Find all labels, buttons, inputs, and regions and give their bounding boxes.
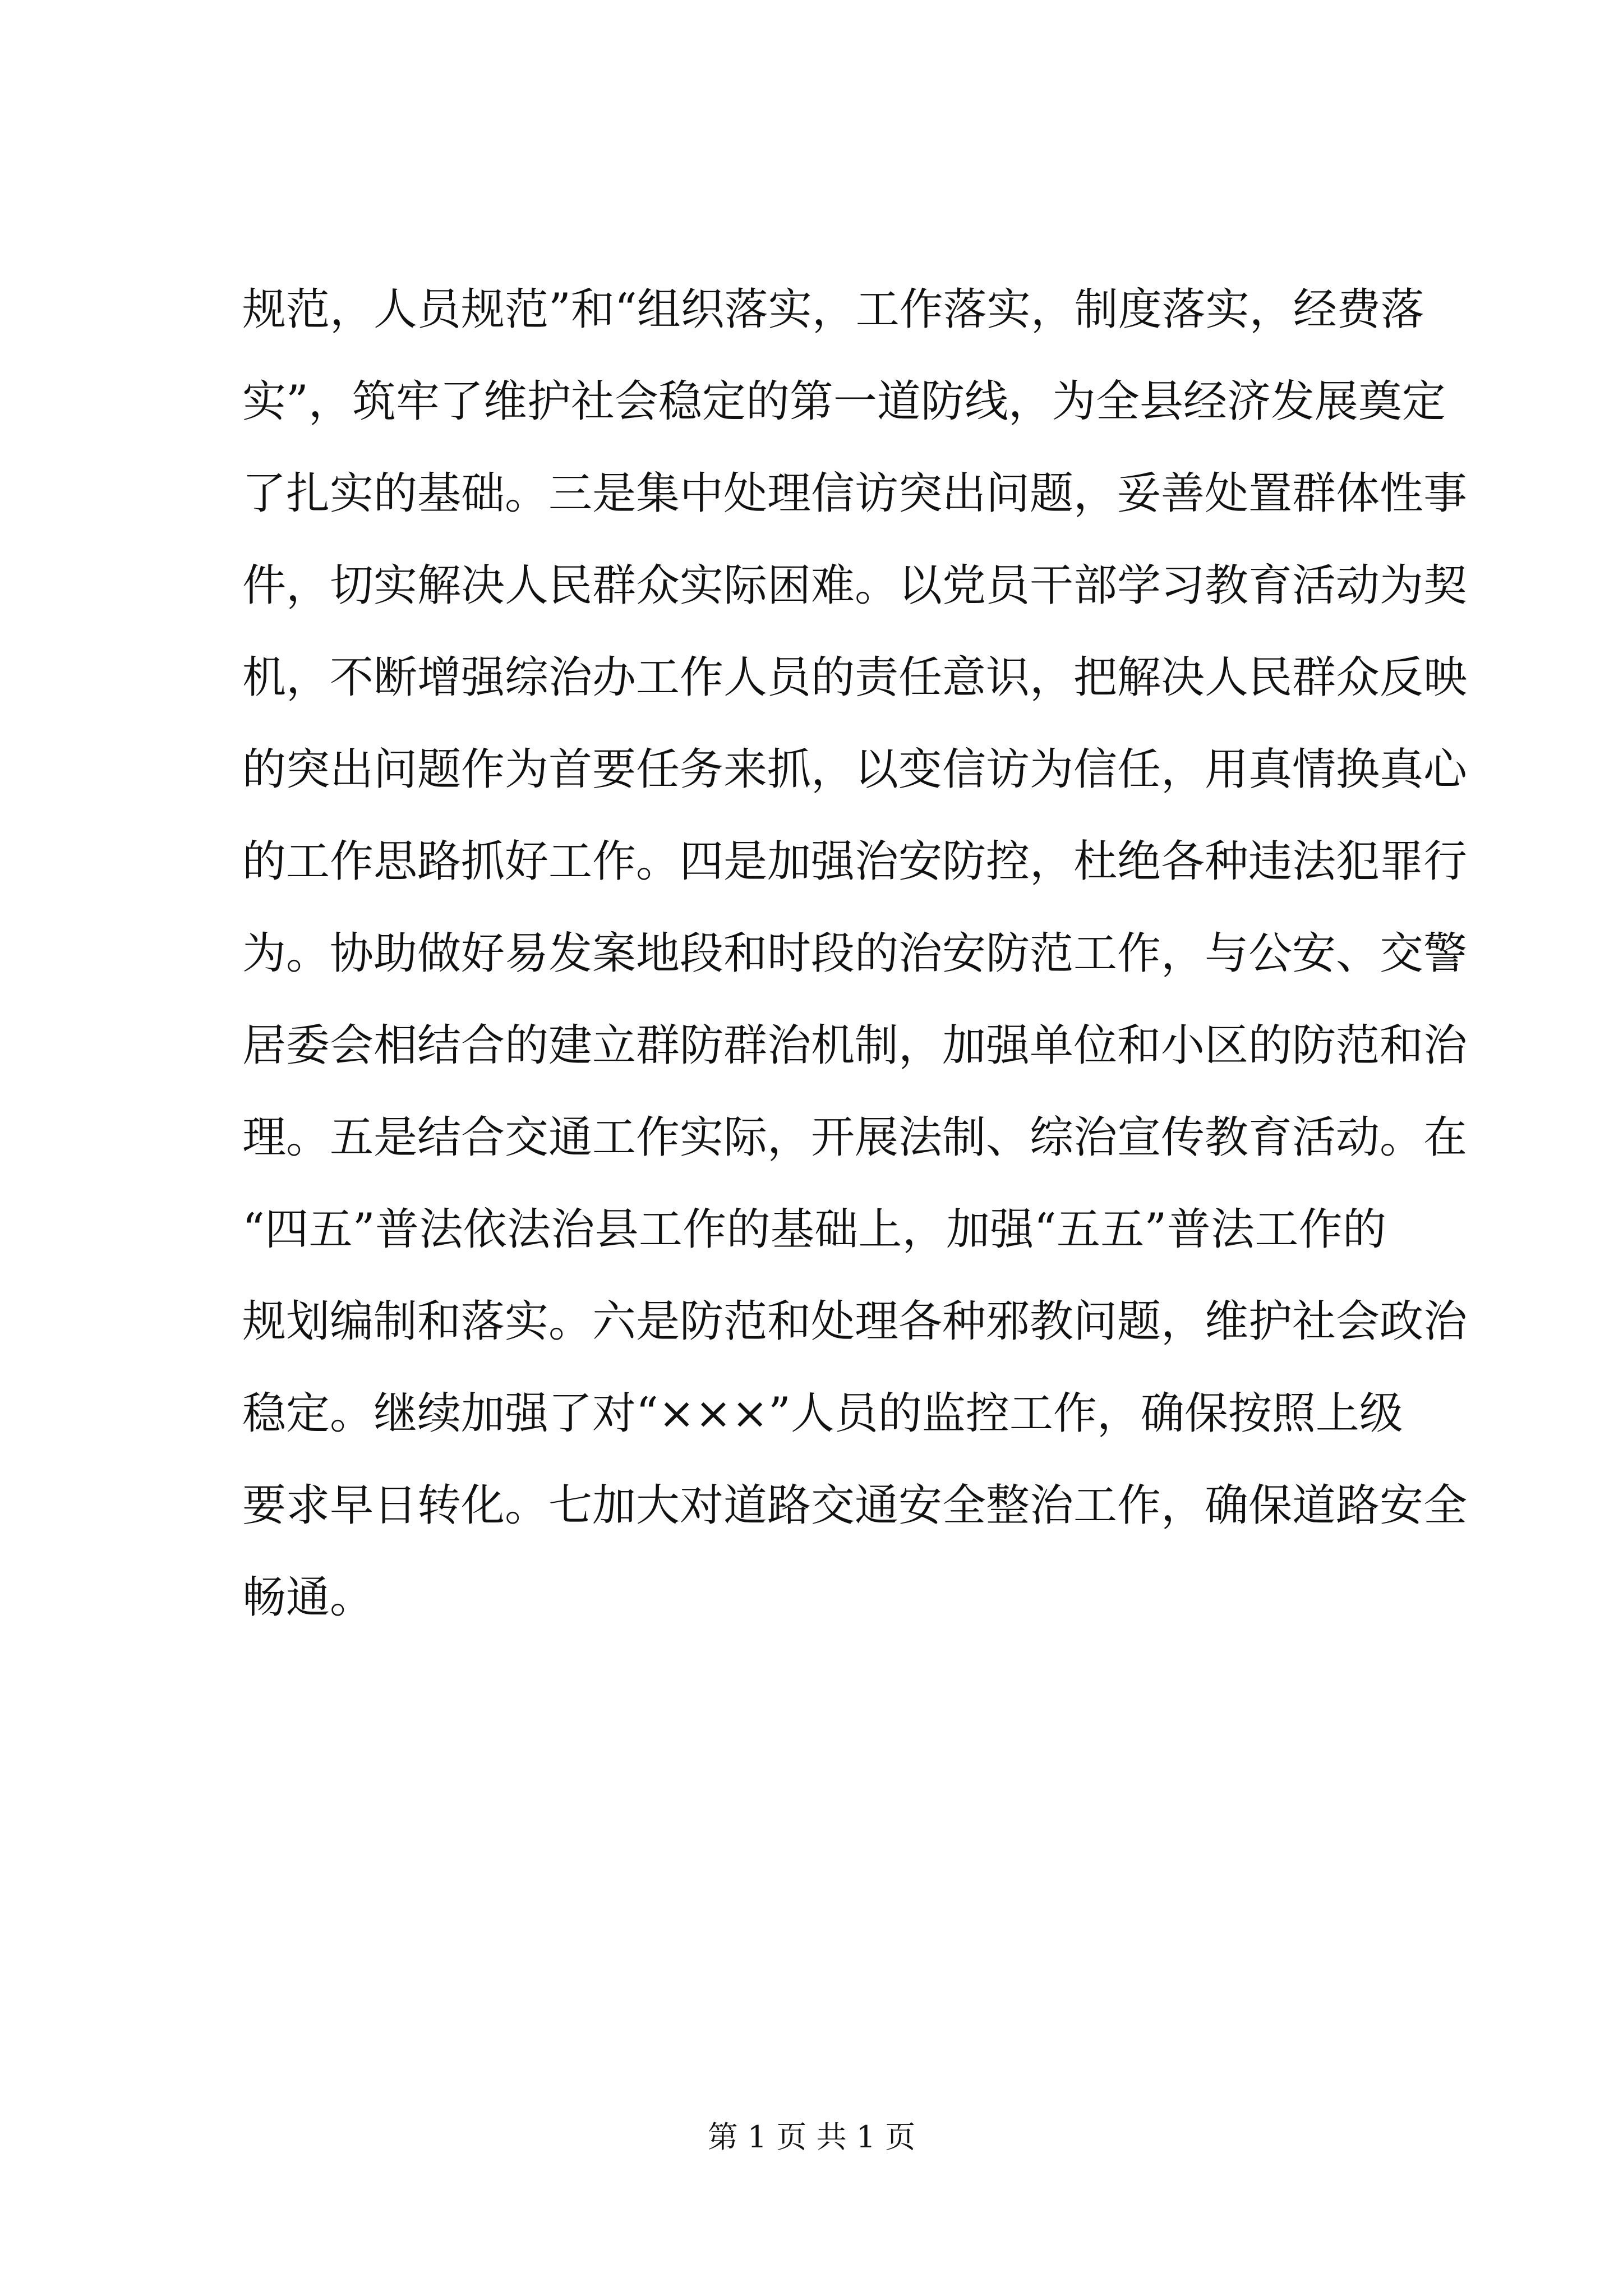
text-line: 居委会相结合的建立群防群治机制，加强单位和小区的防范和治 bbox=[242, 1020, 1468, 1071]
body-paragraph bbox=[242, 264, 1468, 1644]
page-number: 第 1 页 共 1 页 bbox=[707, 2119, 916, 2155]
text-line: 了扎实的基础。三是集中处理信访突出问题，妥善处置群体性事 bbox=[242, 468, 1468, 519]
text-line: 机，不断增强综治办工作人员的责任意识，把解决人民群众反映 bbox=[242, 652, 1468, 703]
text-line: 实”，筑牢了维护社会稳定的第一道防线，为全县经济发展奠定 bbox=[242, 376, 1446, 427]
text-line: 稳定。继续加强了对“×××”人员的监控工作，确保按照上级 bbox=[242, 1388, 1403, 1439]
text-line: 件，切实解决人民群众实际困难。以党员干部学习教育活动为契 bbox=[242, 560, 1468, 611]
text-line: 畅通。 bbox=[242, 1572, 374, 1623]
text-line: 的工作思路抓好工作。四是加强治安防控，杜绝各种违法犯罪行 bbox=[242, 836, 1468, 887]
text-line: 为。协助做好易发案地段和时段的治安防范工作，与公安、交警 bbox=[242, 928, 1468, 979]
text-line: 的突出问题作为首要任务来抓，以变信访为信任，用真情换真心 bbox=[242, 744, 1468, 795]
page-footer bbox=[0, 2115, 1623, 2160]
text-line: 理。五是结合交通工作实际，开展法制、综治宣传教育活动。在 bbox=[242, 1112, 1468, 1163]
text-line: 规划编制和落实。六是防范和处理各种邪教问题，维护社会政治 bbox=[242, 1296, 1468, 1347]
text-line: “四五”普法依法治县工作的基础上，加强“五五”普法工作的 bbox=[242, 1204, 1386, 1255]
text-line: 规范，人员规范”和“组织落实，工作落实，制度落实，经费落 bbox=[242, 284, 1424, 335]
text-line: 要求早日转化。七加大对道路交通安全整治工作，确保道路安全 bbox=[242, 1480, 1468, 1531]
